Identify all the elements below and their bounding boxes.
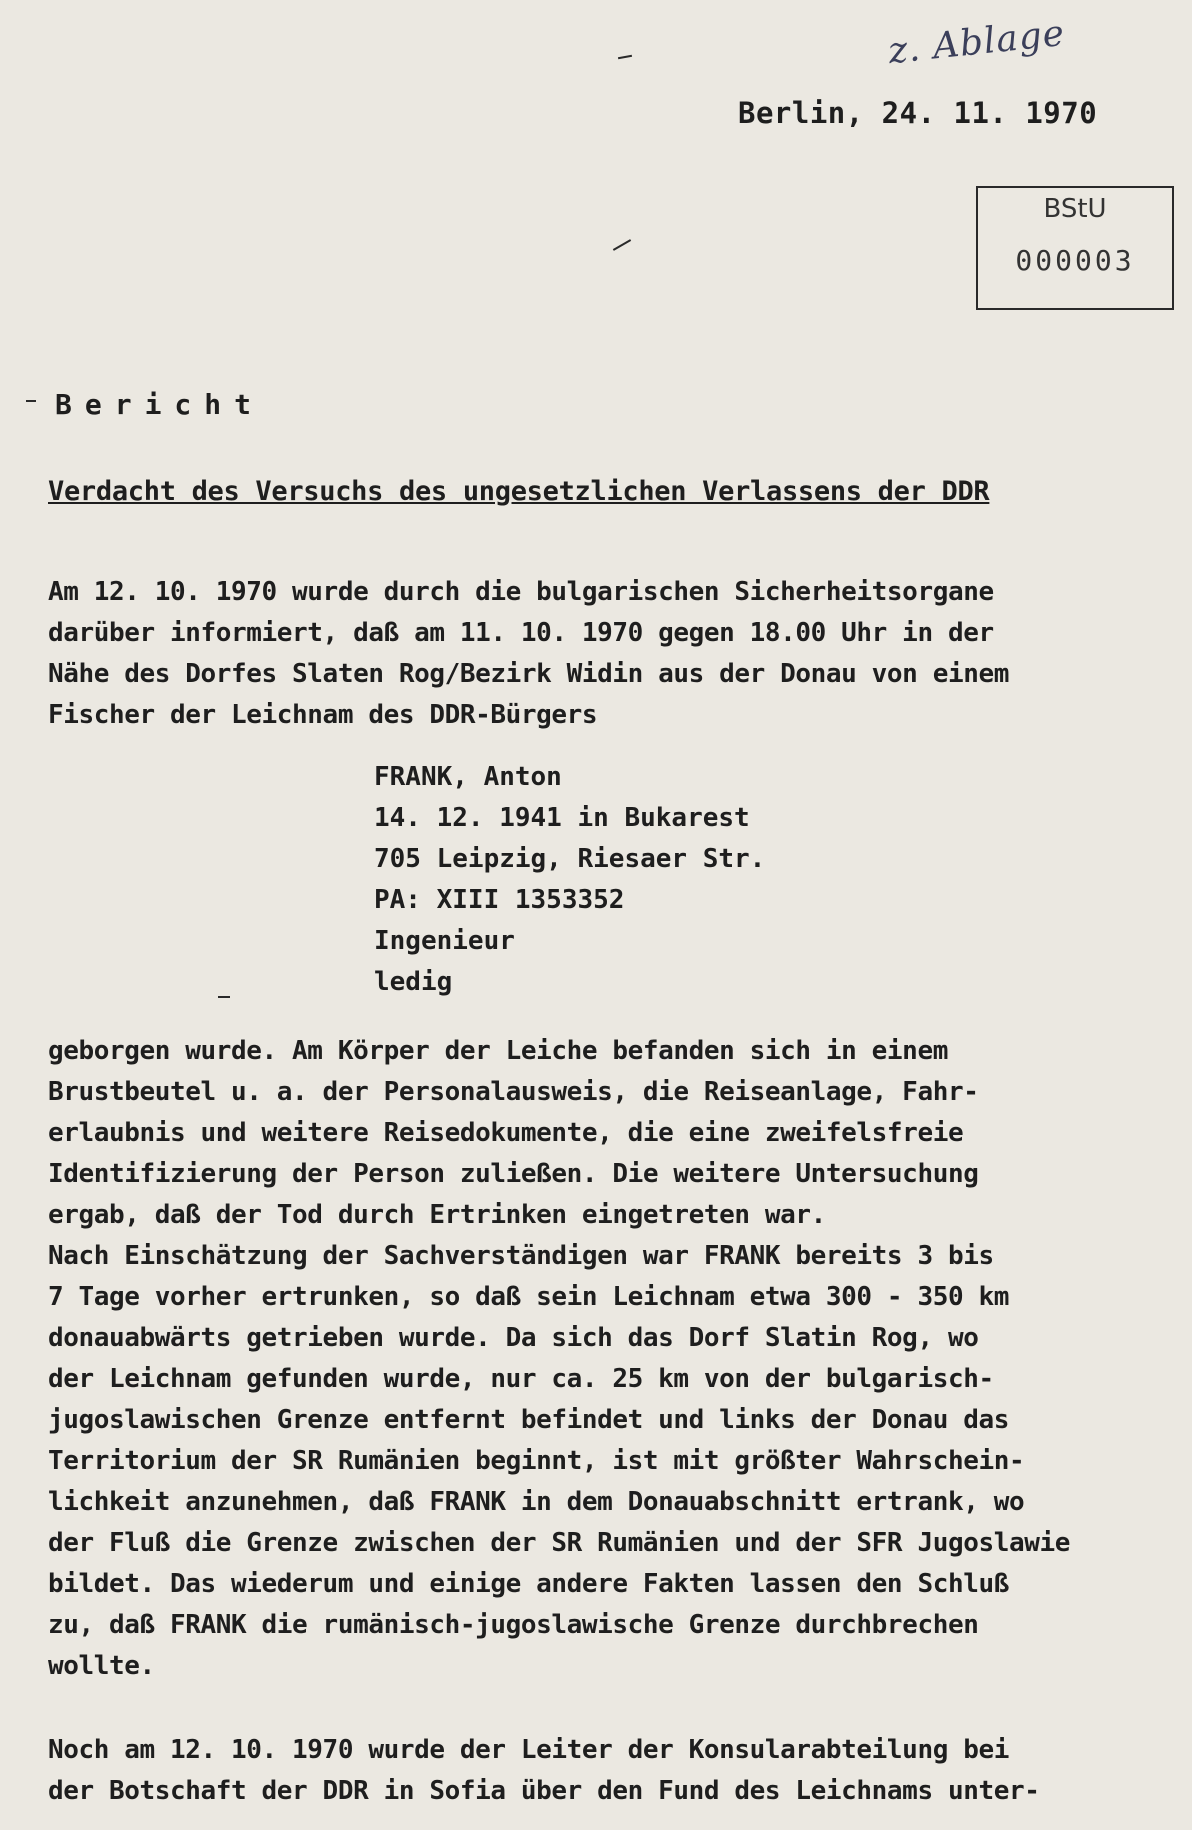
scan-mark (618, 55, 632, 59)
text-line: Territorium der SR Rumänien beginnt, ist mit größter Wahrschein- (48, 1446, 1025, 1476)
paragraph-intro (48, 572, 1009, 736)
text-line: Nach Einschätzung der Sachverständigen war FRANK bereits 3 bis (48, 1241, 994, 1271)
paragraph-findings (48, 1031, 1070, 1687)
handwritten-annotation: z. Ablage (886, 12, 1067, 73)
text-line: der Fluß die Grenze zwischen der SR Rumänien und der SFR Jugoslawie (48, 1528, 1070, 1558)
dateline: Berlin, 24. 11. 1970 (738, 96, 1098, 130)
person-birth: 14. 12. 1941 in Bukarest (374, 803, 750, 833)
text-line: Noch am 12. 10. 1970 wurde der Leiter der Konsularabteilung bei (48, 1735, 1009, 1765)
text-line: lichkeit anzunehmen, daß FRANK in dem Donauabschnitt ertrank, wo (48, 1487, 1025, 1517)
text-line: erlaubnis und weitere Reisedokumente, die eine zweifelsfreie (48, 1118, 964, 1148)
text-line: bildet. Das wiederum und einige andere Fakten lassen den Schluß (48, 1569, 1009, 1599)
text-line: Identifizierung der Person zuließen. Die weitere Untersuchung (48, 1159, 979, 1189)
text-line: geborgen wurde. Am Körper der Leiche befanden sich in einem (48, 1036, 948, 1066)
text-line: Brustbeutel u. a. der Personalausweis, die Reiseanlage, Fahr- (48, 1077, 979, 1107)
document-title: Bericht (55, 388, 265, 421)
text-line: zu, daß FRANK die rumänisch-jugoslawische Grenze durchbrechen (48, 1610, 979, 1640)
scan-mark (218, 996, 230, 998)
person-address: 705 Leipzig, Riesaer Str. (374, 844, 766, 874)
scan-mark (26, 400, 36, 402)
person-name: FRANK, Anton (374, 762, 562, 792)
text-line: Nähe des Dorfes Slaten Rog/Bezirk Widin aus der Donau von einem (48, 659, 1009, 689)
text-line: der Botschaft der DDR in Sofia über den Fund des Leichnams unter- (48, 1776, 1040, 1806)
document-subject: Verdacht des Versuchs des ungesetzlichen Verlassens der DDR (48, 476, 990, 507)
person-marital-status: ledig (374, 967, 453, 997)
text-line: ergab, daß der Tod durch Ertrinken eingetreten war. (48, 1200, 826, 1230)
text-line: Fischer der Leichnam des DDR-Bürgers (48, 700, 598, 730)
person-details (374, 757, 765, 1003)
text-line: wollte. (48, 1651, 155, 1681)
text-line: jugoslawischen Grenze entfernt befindet und links der Donau das (48, 1405, 1009, 1435)
text-line: 7 Tage vorher ertrunken, so daß sein Leichnam etwa 300 - 350 km (48, 1282, 1009, 1312)
archive-stamp (976, 186, 1174, 310)
stamp-number: 000003 (1015, 244, 1135, 277)
stamp-label: BStU (1043, 194, 1107, 224)
text-line: der Leichnam gefunden wurde, nur ca. 25 km von der bulgarisch- (48, 1364, 994, 1394)
person-passport: PA: XIII 1353352 (374, 885, 625, 915)
text-line: Am 12. 10. 1970 wurde durch die bulgarischen Sicherheitsorgane (48, 577, 994, 607)
text-line: darüber informiert, daß am 11. 10. 1970 gegen 18.00 Uhr in der (48, 618, 994, 648)
text-line: donauabwärts getrieben wurde. Da sich das Dorf Slatin Rog, wo (48, 1323, 979, 1353)
scan-mark (613, 239, 631, 251)
paragraph-consular (48, 1730, 1039, 1812)
person-occupation: Ingenieur (374, 926, 515, 956)
